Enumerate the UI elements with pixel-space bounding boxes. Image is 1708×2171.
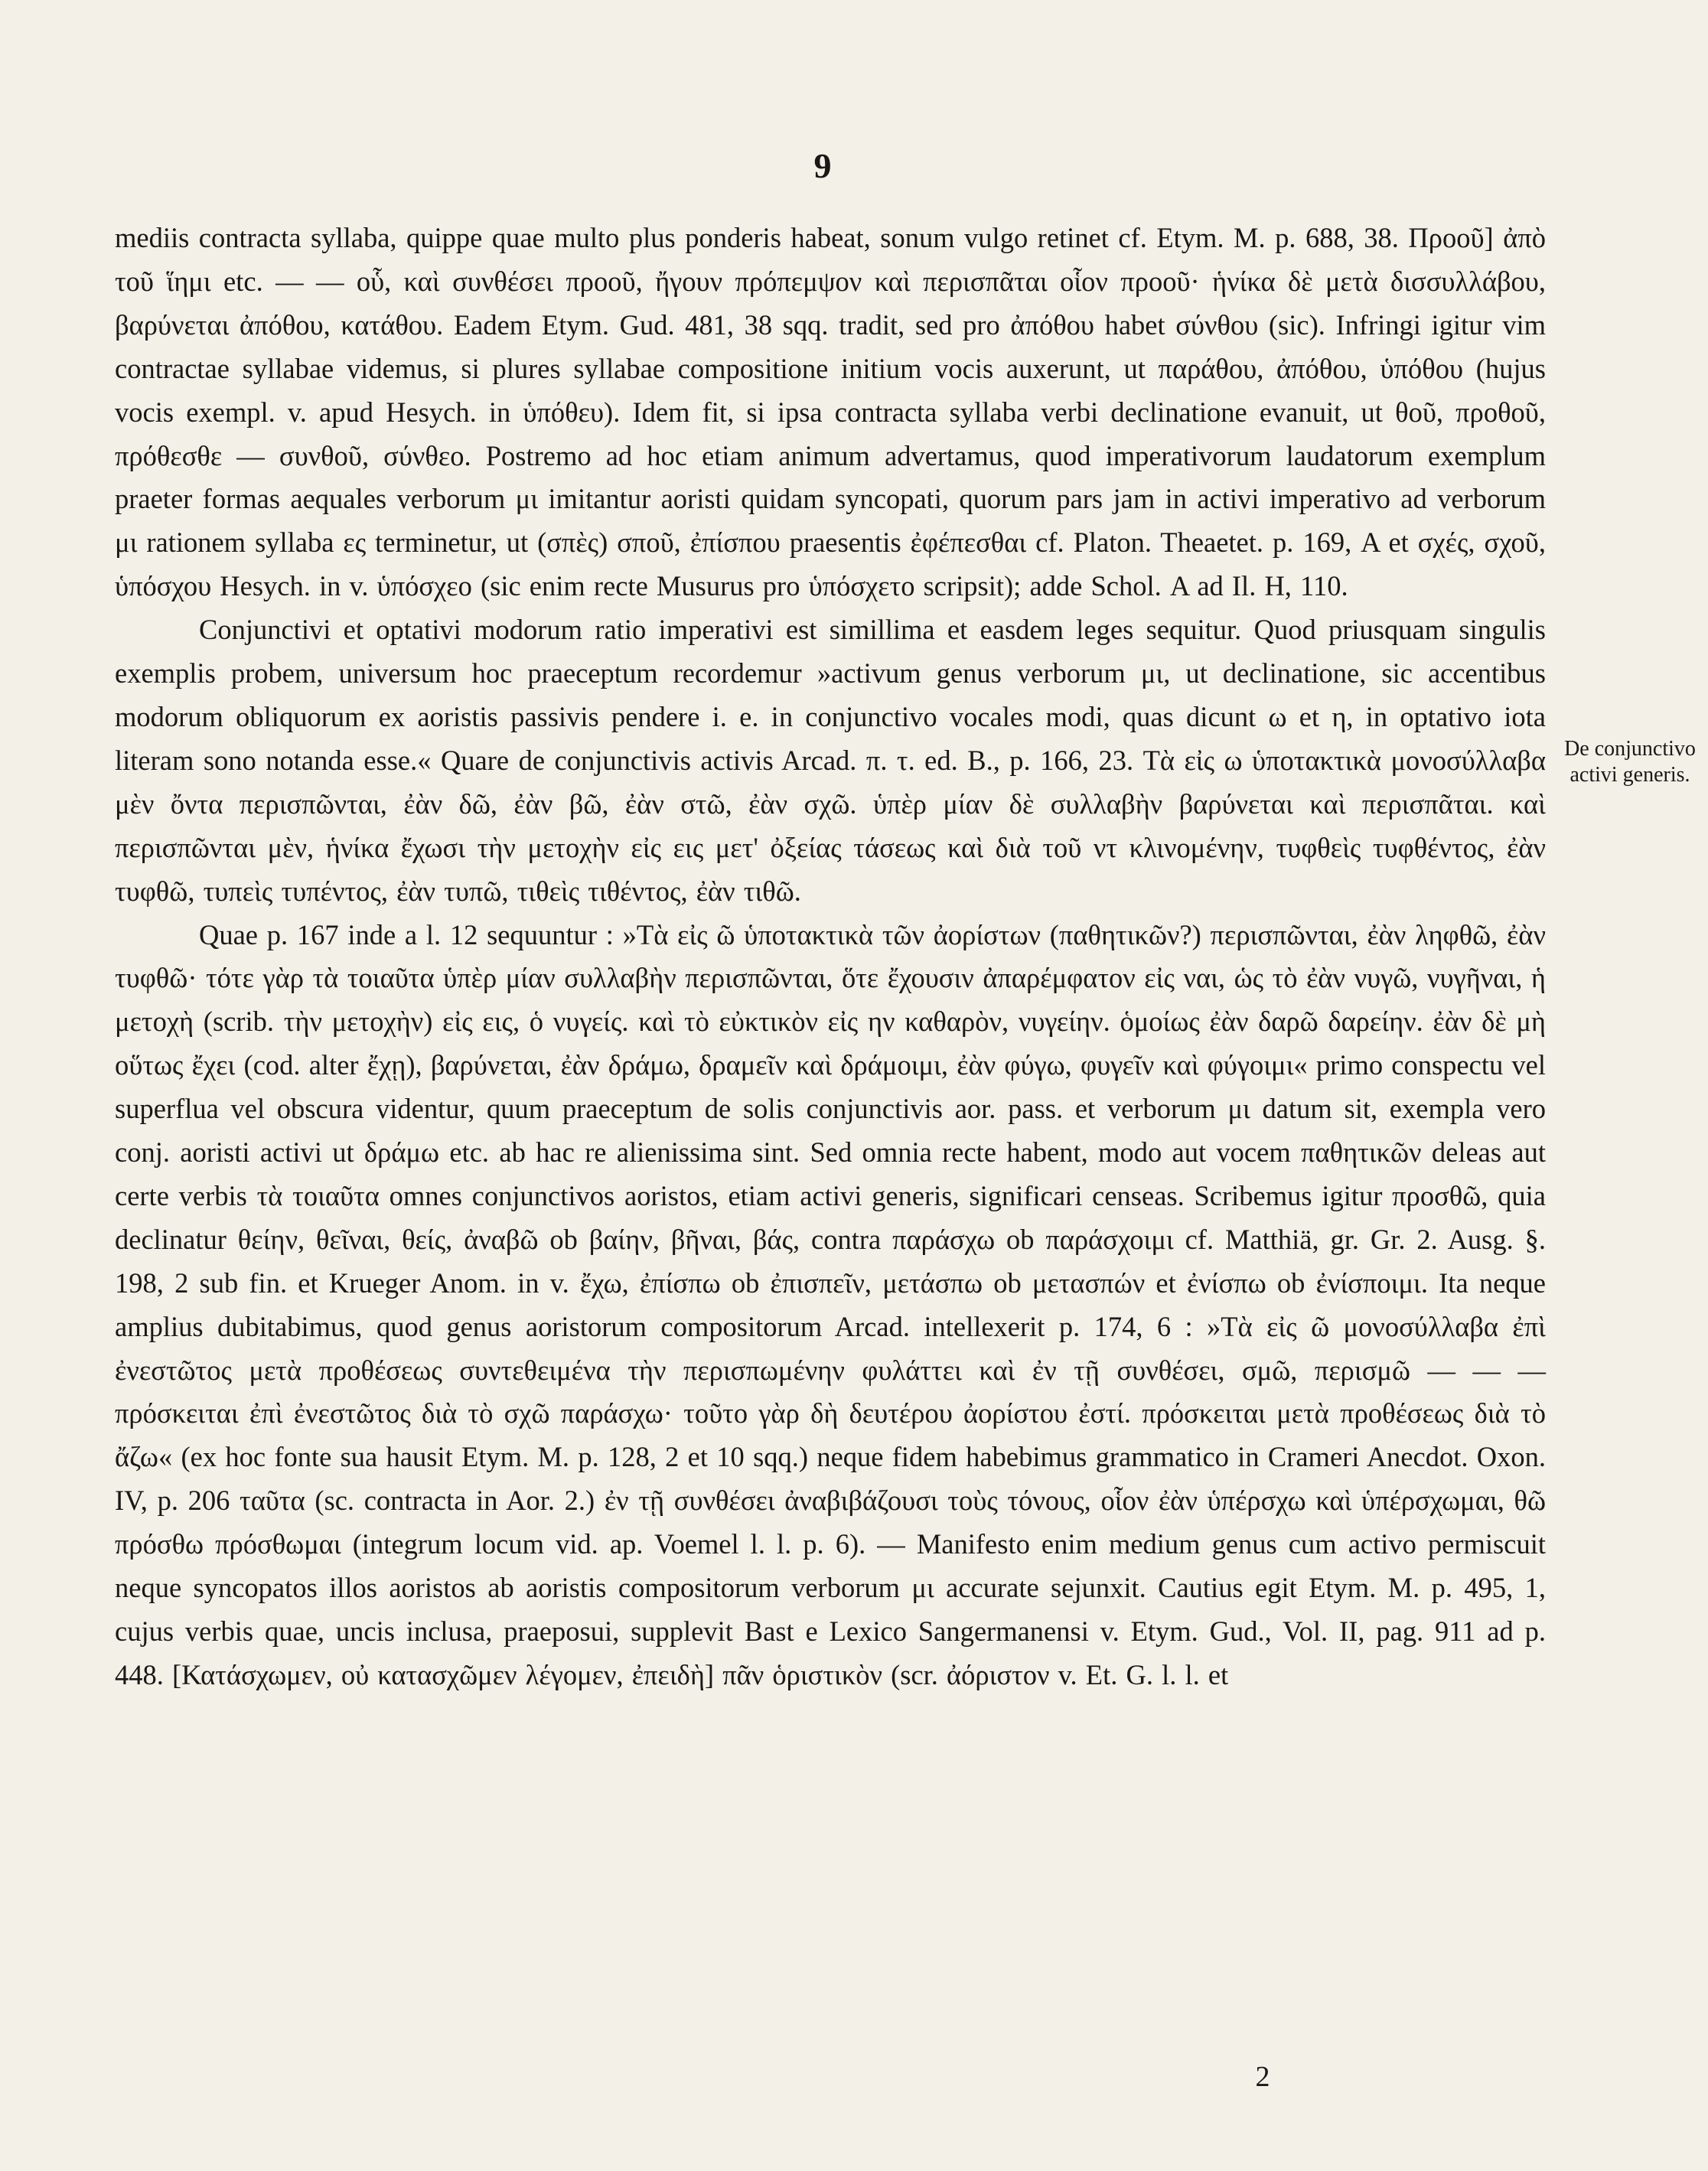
paragraph-continued: mediis contracta syllaba, quippe quae multo plus ponderis habeat, sonum vulgo retinet cf. Etym. M. p. 688, 38. Προοῦ] ἀπὸ τοῦ ἵημι etc. — — οὗ, καὶ συνθέσει προοῦ, ἤγουν πρόπεμψον καὶ περισπᾶται οἷον προοῦ· ἡνίκα δὲ μετὰ δισσυλλάβου, βαρύνεται ἀπόθου, κατάθου. Eadem Etym. Gud. 481, 38 sqq. tradit, sed pro ἀπόθου habet σύνθου (sic). Infringi igitur vim contractae syllabae videmus, si plures syllabae compositione initium vocis auxerunt, ut παράθου, ἀπόθου, ὑπόθου (hujus vocis exempl. v. apud Hesych. in ὑπόθευ). Idem fit, si ipsa contracta syllaba verbi declinatione evanuit, ut θοῦ, προθοῦ, πρόθεσθε — συνθοῦ, σύνθεο. Postremo ad hoc etiam animum advertamus, quod imperativorum laudatorum exemplum praeter formas aequales verborum μι imitantur aoristi quidam syncopati, quorum pars jam in activi imperativo ad verborum μι rationem syllaba ες terminetur, ut (σπὲς) σποῦ, ἐπίσπου praesentis ἐφέπεσθαι cf. Platon. Theaetet. p. 169, Α et σχές, σχοῦ, ὑπόσχου Hesych. in v. ὑπόσχεο (sic enim recte Musurus pro ὑπόσχετο scripsit); adde Schol. Α ad Il. Η, 110. — [115, 222, 1546, 602]
page-number: 9 — [813, 146, 832, 185]
paragraph-conjunctivi: Conjunctivi et optativi modorum ratio imperativi est simillima et easdem leges sequitur. Quod priusquam singulis exemplis probem, universum hoc praeceptum recordemur »activum genus verborum μι, ut declinatione, sic accentibus modorum obliquorum ex aoristis passivis pendere i. e. in conjunctivo vocales modi, quas dicunt ω et η, in optativo iota literam sono notanda esse.« Quare de conjunctivis activis Arcad. π. τ. ed. B., p. 166, 23. Τὰ εἰς ω ὑποτακτικὰ μονοσύλλαβα μὲν ὄντα περισπῶνται, ἐὰν δῶ, ἐὰν βῶ, ἐὰν στῶ, ἐὰν σχῶ. ὑπὲρ μίαν δὲ συλλαβὴν βαρύνεται καὶ περισπᾶται. καὶ περισπῶνται μὲν, ἡνίκα ἔχωσι τὴν μετοχὴν εἰς εις μετ' ὀξείας τάσεως καὶ διὰ τοῦ ντ κλινομένην, τυφθεὶς τυφθέντος, ἐὰν τυφθῶ, τυπεὶς τυπέντος, ἐὰν τυπῶ, τιθεὶς τιθέντος, ἐὰν τιθῶ. — [115, 614, 1546, 907]
margin-note: De conjunctivo activi generis. — [1564, 737, 1696, 787]
body-text — [115, 217, 1546, 1697]
signature-mark: 2 — [1255, 2061, 1270, 2093]
paragraph-quae: Quae p. 167 inde a l. 12 sequuntur : »Τὰ εἰς ῶ ὑποτακτικὰ τῶν ἀορίστων (παθητικῶν?) περισπῶνται, ἐὰν ληφθῶ, ἐὰν τυφθῶ· τότε γὰρ τὰ τοιαῦτα ὑπὲρ μίαν συλλαβὴν περισπῶνται, ὅτε ἔχουσιν ἀπαρέμφατον εἰς ναι, ὡς τὸ ἐὰν νυγῶ, νυγῆναι, ἡ μετοχὴ (scrib. τὴν μετοχὴν) εἰς εις, ὁ νυγείς. καὶ τὸ εὐκτικὸν εἰς ην καθαρὸν, νυγείην. ὁμοίως ἐὰν δαρῶ δαρείην. ἐὰν δὲ μὴ οὕτως ἔχει (cod. alter ἔχῃ), βαρύνεται, ἐὰν δράμω, δραμεῖν καὶ δράμοιμι, ἐὰν φύγω, φυγεῖν καὶ φύγοιμι« primo conspectu vel superflua vel obscura videntur, quum praeceptum de solis conjunctivis aor. pass. et verborum μι datum sit, exempla vero conj. aoristi activi ut δράμω etc. ab hac re alienissima sint. Sed omnia recte habent, modo aut vocem παθητικῶν deleas aut certe verbis τὰ τοιαῦτα omnes conjunctivos aoristos, etiam activi generis, significari censeas. Scribemus igitur προσθῶ, quia declinatur θείην, θεῖναι, θείς, ἀναβῶ ob βαίην, βῆναι, βάς, contra παράσχω ob παράσχοιμι cf. Matthiä, gr. Gr. 2. Ausg. §. 198, 2 sub fin. et Krueger Anom. in v. ἔχω, ἐπίσπω ob ἐπισπεῖν, μετάσπω ob μετασπών et ἐνίσπω ob ἐνίσποιμι. Ita neque amplius dubitabimus, quod genus aoristorum compositorum Arcad. intellexerit p. 174, 6 : »Τὰ εἰς ῶ μονοσύλλαβα ἐπὶ ἐνεστῶτος μετὰ προθέσεως συντεθειμένα τὴν περισπωμένην φυλάττει καὶ ἐν τῇ συνθέσει, σμῶ, περισμῶ — — — πρόσκειται ἐπὶ ἐνεστῶτος διὰ τὸ σχῶ παράσχω· τοῦτο γὰρ δὴ δευτέρου ἀορίστου ἐστί. πρόσκειται μετὰ προθέσεως διὰ τὸ ἄζω« (ex hoc fonte sua hausit Etym. M. p. 128, 2 et 10 sqq.) neque fidem habebimus grammatico in Crameri Anecdot. Oxon. IV, p. 206 ταῦτα (sc. contracta in Aor. 2.) ἐν τῇ συνθέσει ἀναβιβάζουσι τοὺς τόνους, οἷον ἐὰν ὑπέρσχω καὶ ὑπέρσχωμαι, θῶ πρόσθω πρόσθωμαι (integrum locum vid. ap. Voemel l. l. p. 6). — Manifesto enim medium genus cum activo permiscuit neque syncopatos illos aoristos ab aoristis compositorum verborum μι accurate sejunxit. Cautius egit Etym. M. p. 495, 1, cujus verbis quae, uncis inclusa, praeposui, supplevit Bast e Lexico Sangermanensi v. Etym. Gud., Vol. II, pag. 911 ad p. 448. [Κατάσχωμεν, οὐ κατασχῶμεν λέγομεν, ἐπειδὴ] πᾶν ὁριστικὸν (scr. ἀόριστον v. Et. G. l. l. et — [115, 918, 1546, 1690]
